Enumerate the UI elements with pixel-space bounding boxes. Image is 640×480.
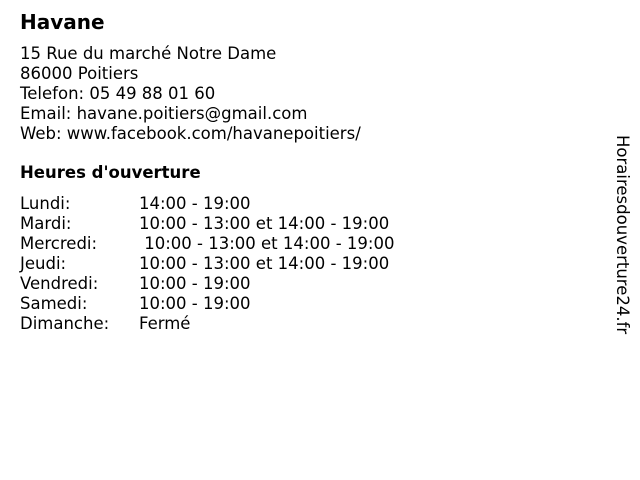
day-label: Vendredi: xyxy=(20,274,99,293)
hours-row-saturday xyxy=(20,294,394,314)
hours-value: 10:00 - 19:00 xyxy=(139,274,251,293)
hours-value: Fermé xyxy=(139,314,191,333)
address-street: 15 Rue du marché Notre Dame xyxy=(20,44,277,63)
day-label: Samedi: xyxy=(20,294,88,313)
hours-row-friday xyxy=(20,274,394,294)
hours-value: 10:00 - 13:00 et 14:00 - 19:00 xyxy=(139,234,395,253)
hours-row-monday xyxy=(20,194,394,214)
address-city: 86000 Poitiers xyxy=(20,64,139,83)
opening-hours-heading: Heures d'ouverture xyxy=(20,163,201,182)
hours-row-thursday xyxy=(20,254,394,274)
hours-row-wednesday xyxy=(20,234,394,254)
day-label: Lundi: xyxy=(20,194,71,213)
day-label: Mercredi: xyxy=(20,234,98,253)
hours-row-tuesday xyxy=(20,214,394,234)
email-address: Email: havane.poitiers@gmail.com xyxy=(20,104,308,123)
day-label: Mardi: xyxy=(20,214,72,233)
hours-value: 10:00 - 13:00 et 14:00 - 19:00 xyxy=(139,254,390,273)
hours-value: 14:00 - 19:00 xyxy=(139,194,251,213)
hours-value: 10:00 - 13:00 et 14:00 - 19:00 xyxy=(139,214,390,233)
day-label: Dimanche: xyxy=(20,314,110,333)
contact-info xyxy=(20,44,361,144)
hours-value: 10:00 - 19:00 xyxy=(139,294,251,313)
opening-hours-table xyxy=(20,194,394,334)
site-watermark: Horairesdouverture24.fr xyxy=(613,135,632,335)
website-url: Web: www.facebook.com/havanepoitiers/ xyxy=(20,124,361,143)
phone-number: Telefon: 05 49 88 01 60 xyxy=(20,84,216,103)
business-name: Havane xyxy=(20,10,105,34)
hours-row-sunday xyxy=(20,314,394,334)
day-label: Jeudi: xyxy=(20,254,67,273)
